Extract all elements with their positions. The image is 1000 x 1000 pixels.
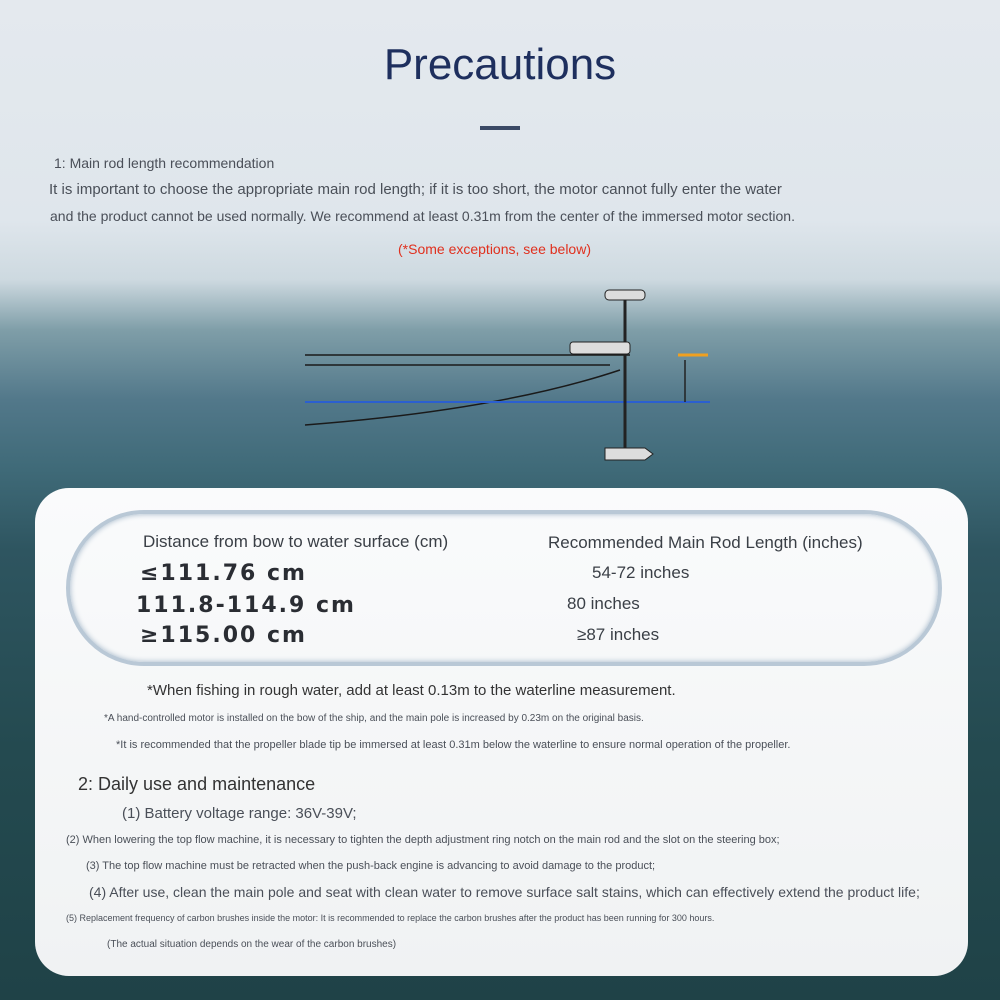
section1-para2: and the product cannot be used normally. We recommend at least 0.31m from the center of the immersed motor section. [50, 208, 795, 224]
maintenance-item: (The actual situation depends on the wear of the carbon brushes) [107, 939, 397, 950]
boat-hull [305, 355, 630, 425]
note-rough-water: *When fishing in rough water, add at least 0.13m to the waterline measurement. [147, 682, 676, 699]
maintenance-item: (4) After use, clean the main pole and seat with clean water to remove surface salt stains, which can effectively extend the product life; [89, 884, 920, 900]
row-distance: ≥115.00 cm [140, 623, 307, 648]
row-length: ≥87 inches [577, 625, 660, 644]
note-hand-motor: *A hand-controlled motor is installed on the bow of the ship, and the main pole is increased by 0.23m on the original basis. [104, 713, 644, 724]
section1-heading: 1: Main rod length recommendation [54, 155, 275, 171]
maintenance-item: (5) Replacement frequency of carbon brushes inside the motor: It is recommended to replace the carbon brushes after the product has been running for 300 hours. [66, 913, 715, 923]
section1-para1: It is important to choose the appropriate main rod length; if it is too short, the motor cannot fully enter the water [49, 181, 782, 198]
col-header-length: Recommended Main Rod Length (inches) [548, 533, 863, 552]
row-distance: ≤111.76 cm [140, 561, 307, 586]
maintenance-item: (3) The top flow machine must be retracted when the push-back engine is advancing to avoid damage to the product; [86, 860, 656, 872]
boat-motor-diagram [300, 280, 720, 480]
exception-note: (*Some exceptions, see below) [398, 241, 591, 257]
maintenance-item: (1) Battery voltage range: 36V-39V; [122, 805, 357, 822]
row-distance: 111.8-114.9 cm [136, 593, 356, 618]
row-length: 54-72 inches [592, 563, 690, 582]
page-title: Precautions [383, 40, 617, 89]
row-length: 80 inches [567, 594, 640, 613]
note-propeller: *It is recommended that the propeller blade tip be immersed at least 0.31m below the waterline to ensure normal operation of the propeller. [116, 739, 791, 751]
col-header-distance: Distance from bow to water surface (cm) [143, 532, 449, 551]
section2-heading: 2: Daily use and maintenance [78, 774, 316, 794]
maintenance-item: (2) When lowering the top flow machine, it is necessary to tighten the depth adjustment ring notch on the main rod and the slot on the steering box; [66, 834, 780, 846]
title-divider [480, 126, 520, 130]
trolling-motor [570, 290, 653, 460]
